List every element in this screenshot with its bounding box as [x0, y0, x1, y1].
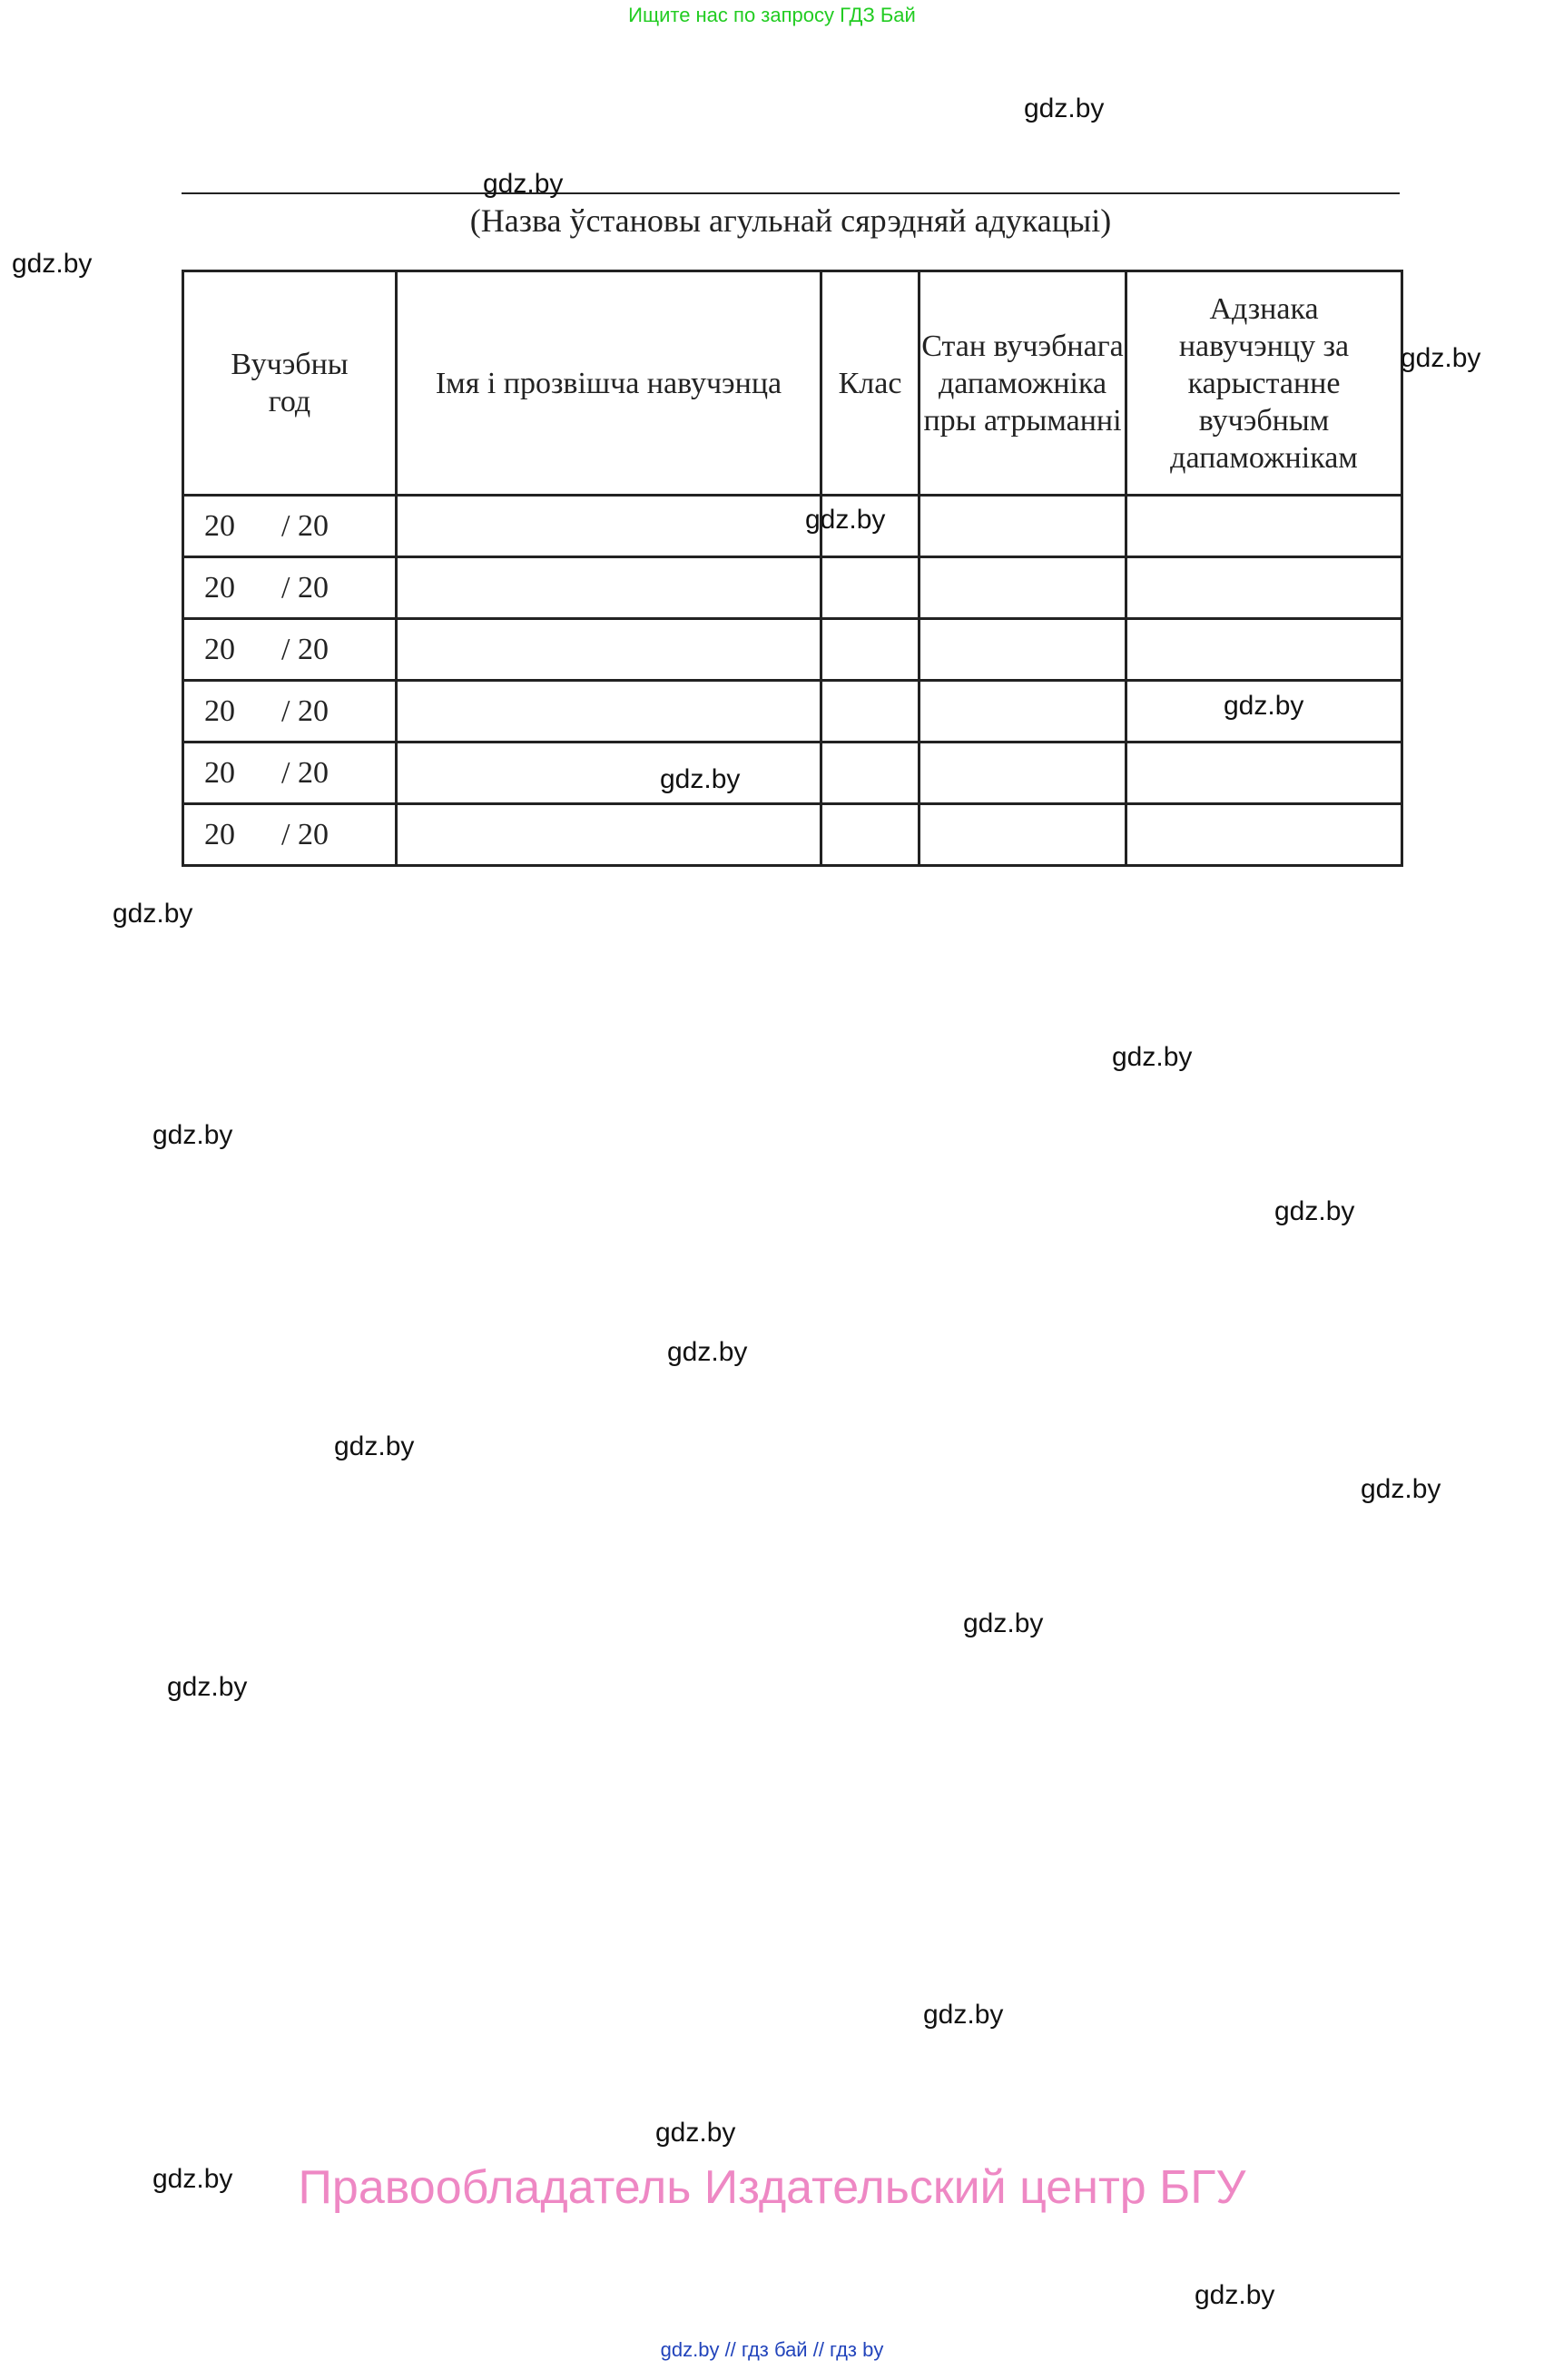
watermark: gdz.by: [1195, 2280, 1275, 2310]
watermark: gdz.by: [334, 1431, 415, 1461]
condition-cell: [920, 681, 1126, 743]
watermark: gdz.by: [152, 1120, 233, 1150]
watermark: gdz.by: [655, 2118, 736, 2148]
watermark: gdz.by: [152, 2164, 233, 2194]
table-row: [183, 681, 1402, 743]
watermark: gdz.by: [1024, 93, 1105, 123]
year-cell: 20 / 20: [183, 619, 397, 681]
watermark: gdz.by: [963, 1608, 1044, 1638]
class-cell: [821, 619, 920, 681]
watermark: gdz.by: [805, 505, 886, 535]
name-cell: [397, 557, 821, 619]
watermark: gdz.by: [660, 764, 741, 794]
watermark: gdz.by: [923, 2000, 1004, 2030]
year-cell: 20 / 20: [183, 557, 397, 619]
watermark: gdz.by: [483, 169, 564, 199]
watermark: gdz.by: [113, 899, 193, 929]
name-cell: [397, 804, 821, 866]
class-cell: [821, 557, 920, 619]
condition-cell: [920, 496, 1126, 557]
institution-caption: (Назва ўстановы агульнай сярэдняй адукацыі): [469, 202, 1112, 239]
table-row: [183, 557, 1402, 619]
grade-cell: [1126, 804, 1402, 866]
year-cell: 20 / 20: [183, 804, 397, 866]
top-banner: Ищите нас по запросу ГДЗ Бай: [628, 4, 916, 26]
watermark: gdz.by: [1361, 1474, 1441, 1504]
grade-cell: [1126, 619, 1402, 681]
name-cell: [397, 743, 821, 804]
watermark: gdz.by: [1224, 691, 1304, 721]
condition-cell: [920, 557, 1126, 619]
copyright-notice: Правообладатель Издательский центр БГУ: [298, 2161, 1246, 2214]
watermark: gdz.by: [1112, 1042, 1193, 1072]
institution-name-line: [182, 192, 1400, 194]
class-cell: [821, 743, 920, 804]
table-row: [183, 496, 1402, 557]
watermark: gdz.by: [12, 249, 93, 279]
grade-cell: [1126, 496, 1402, 557]
year-cell: 20 / 20: [183, 681, 397, 743]
watermark: gdz.by: [167, 1672, 248, 1702]
name-cell: [397, 681, 821, 743]
watermark: gdz.by: [667, 1337, 748, 1367]
header-student-name: Імя і прозвішча навучэнца: [397, 271, 821, 496]
grade-cell: [1126, 743, 1402, 804]
condition-cell: [920, 804, 1126, 866]
textbook-register-table: [182, 270, 1403, 867]
class-cell: [821, 681, 920, 743]
header-usage-grade: Адзнака навучэнцу за карыстанне вучэбным дапаможнікам: [1126, 271, 1402, 496]
table-row: [183, 619, 1402, 681]
header-school-year: Вучэбны год: [183, 271, 397, 496]
watermark: gdz.by: [1401, 343, 1481, 373]
year-cell: 20 / 20: [183, 496, 397, 557]
name-cell: [397, 496, 821, 557]
name-cell: [397, 619, 821, 681]
grade-cell: [1126, 557, 1402, 619]
year-cell: 20 / 20: [183, 743, 397, 804]
header-class: Клас: [821, 271, 920, 496]
table-row: [183, 743, 1402, 804]
condition-cell: [920, 743, 1126, 804]
watermark: gdz.by: [1274, 1196, 1355, 1226]
table-header-row: [183, 271, 1402, 496]
table-row: [183, 804, 1402, 866]
condition-cell: [920, 619, 1126, 681]
header-condition-received: Стан вучэбнага дапаможніка пры атрыманні: [920, 271, 1126, 496]
class-cell: [821, 804, 920, 866]
footer-links[interactable]: gdz.by // гдз бай // гдз by: [660, 2338, 884, 2361]
